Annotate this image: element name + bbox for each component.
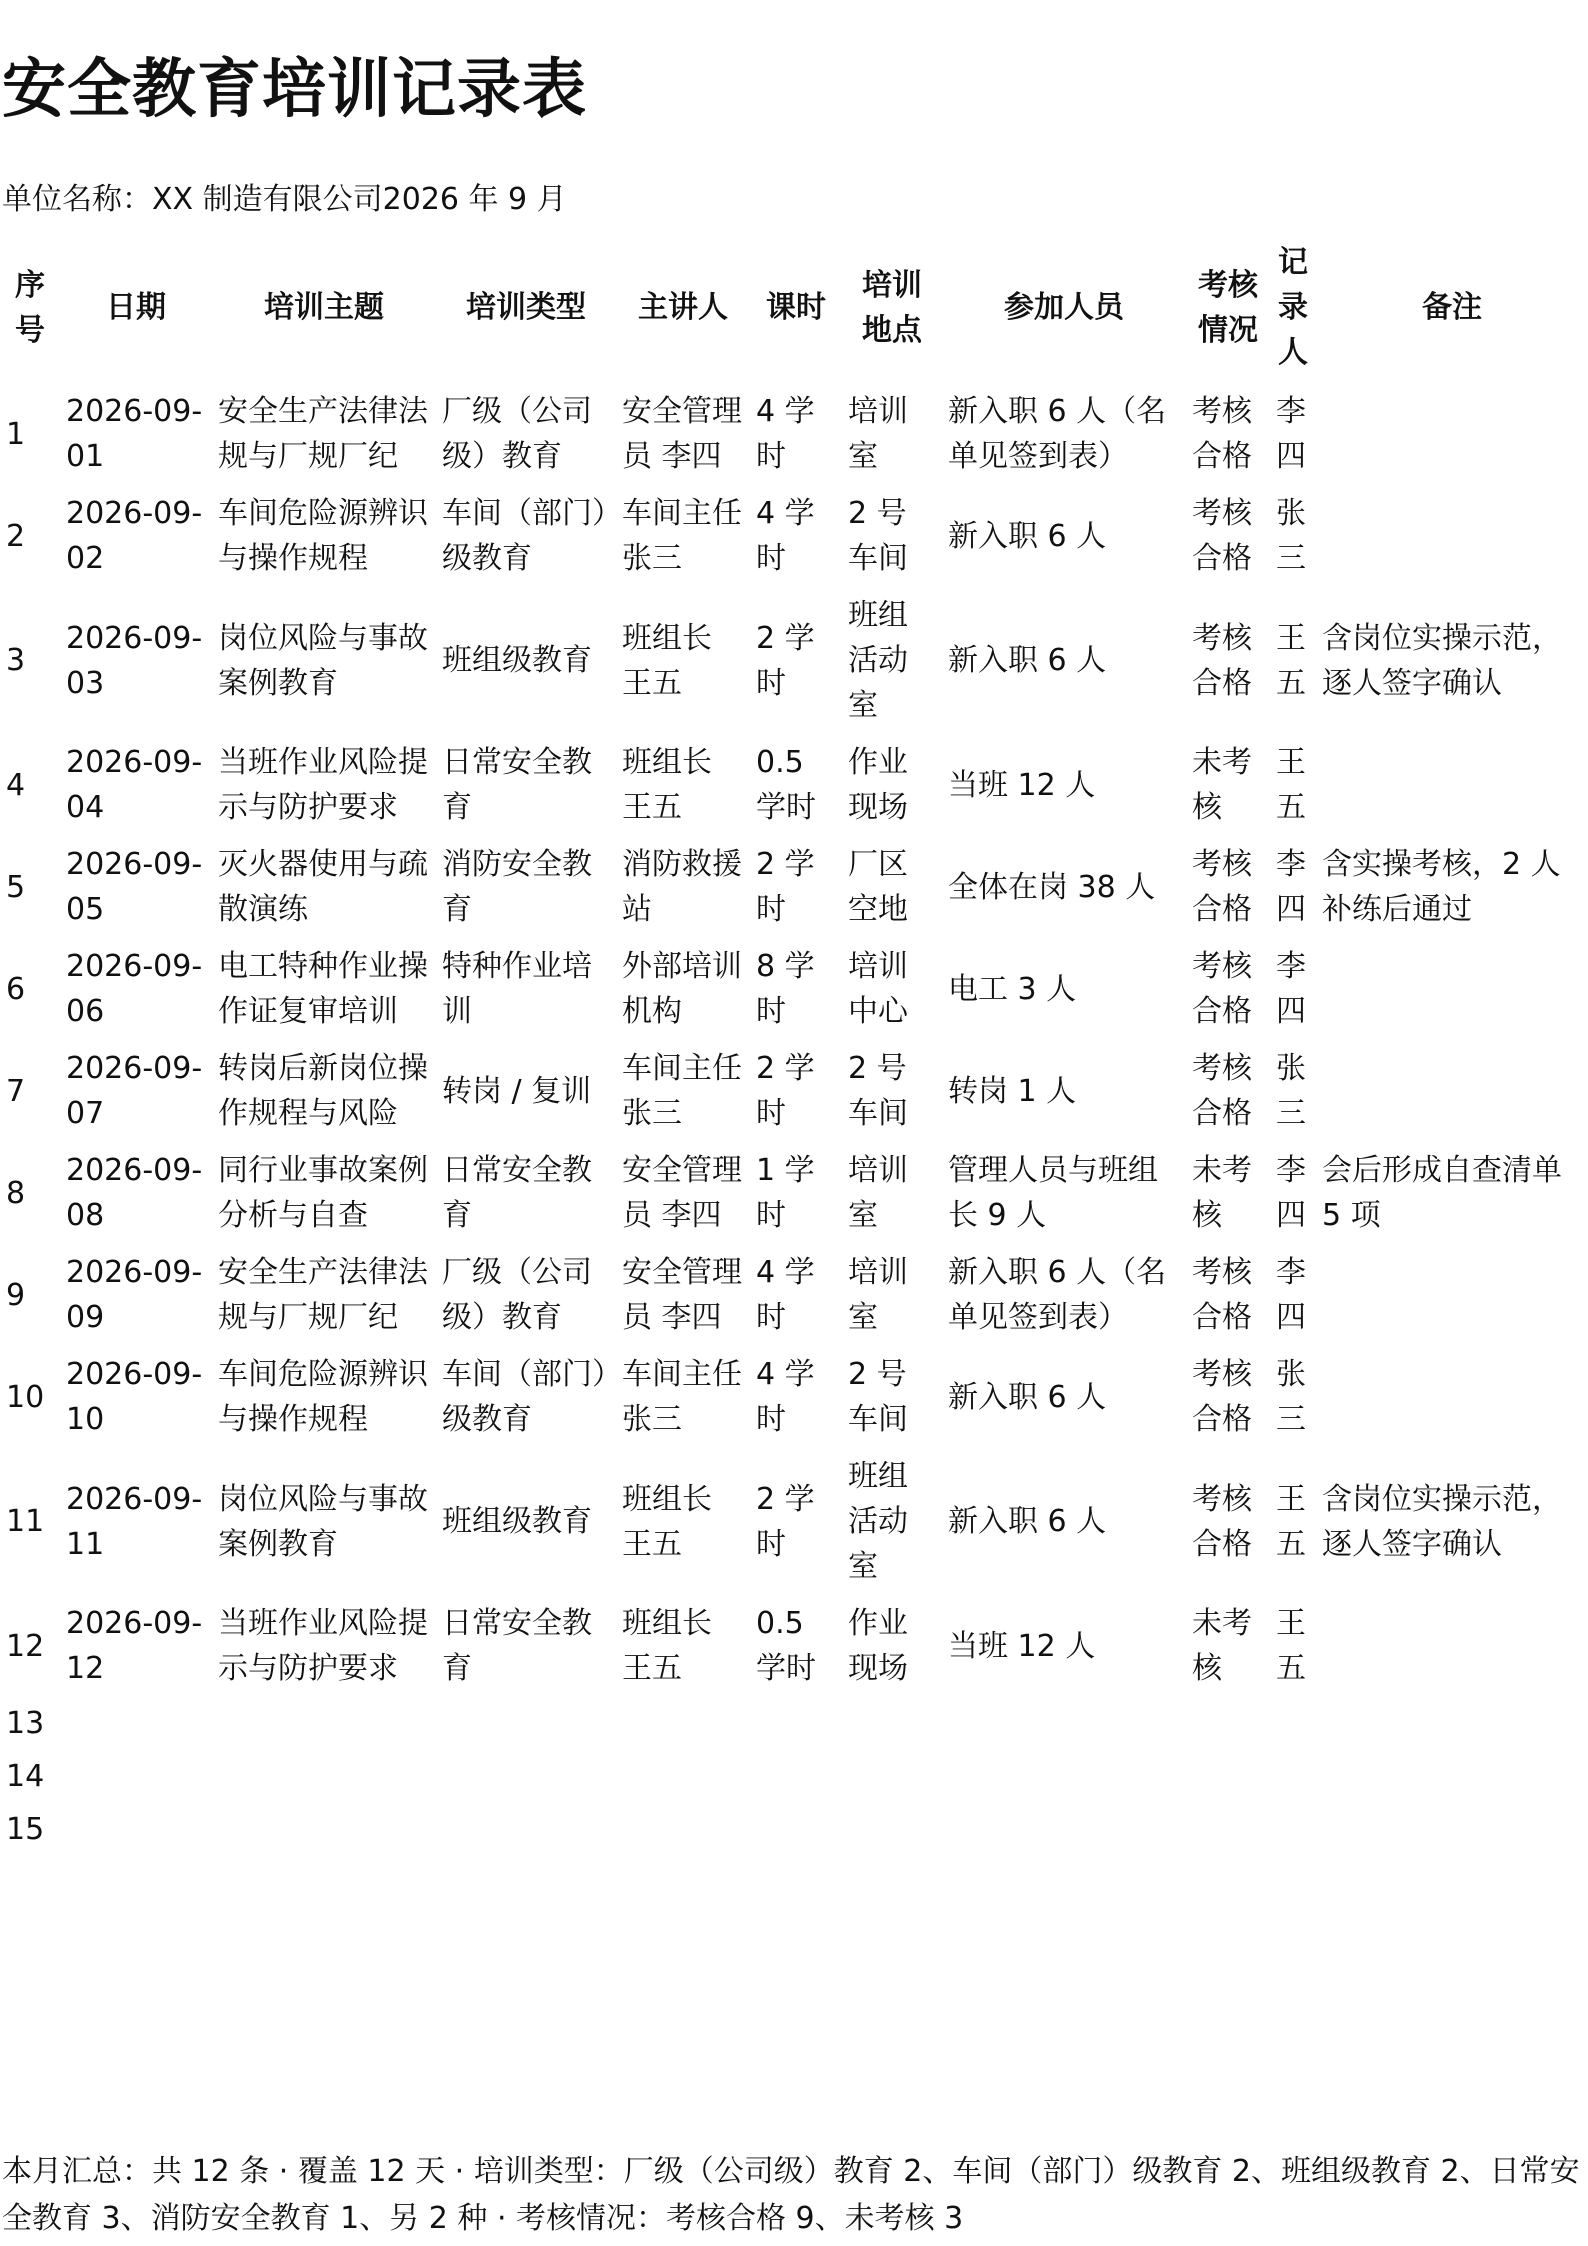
cell-assessment: [1186, 1697, 1270, 1750]
cell-lecturer: [616, 1803, 750, 1856]
cell-location: 培训室: [848, 394, 908, 474]
cell-index: 10: [6, 1379, 45, 1415]
cell-participants: 全体在岗 38 人: [948, 869, 1156, 905]
cell-index: 6: [6, 971, 26, 1007]
cell-assessment: 考核合格: [1192, 1481, 1252, 1562]
cell-type: [436, 1750, 616, 1803]
cell-participants: 电工 3 人: [948, 971, 1077, 1007]
cell-index: 4: [6, 767, 26, 803]
cell-type: 日常安全教育: [442, 745, 592, 825]
cell-topic: 岗位风险与事故案例教育: [218, 1481, 428, 1562]
cell-type: [436, 1697, 616, 1750]
cell-type: 班组级教育: [442, 1504, 592, 1539]
cell-index: 1: [6, 416, 26, 452]
table-row: [0, 485, 1588, 587]
cell-index: 14: [6, 1759, 45, 1794]
cell-topic: 当班作业风险提示与防护要求: [218, 1606, 428, 1686]
cell-participants: 新入职 6 人: [948, 518, 1107, 554]
cell-location: [842, 1697, 942, 1750]
cell-lecturer: 车间主任 张三: [622, 1051, 742, 1131]
cell-topic: 安全生产法律法规与厂规厂纪: [218, 394, 428, 474]
cell-participants: 新入职 6 人: [948, 643, 1107, 678]
table-row: [0, 734, 1588, 836]
cell-type: 班组级教育: [442, 643, 592, 678]
records-table: [0, 232, 1588, 1856]
table-row: [0, 1697, 1588, 1750]
cell-date: 2026-09-08: [66, 1153, 203, 1233]
cell-hours: 2 学时: [756, 1051, 815, 1131]
cell-location: 班组活动室: [848, 598, 908, 723]
cell-location: 班组活动室: [848, 1459, 908, 1584]
cell-recorder: 王五: [1276, 620, 1306, 701]
cell-lecturer: 安全管理员 李四: [622, 1255, 742, 1335]
cell-participants: 新入职 6 人（名单见签到表）: [948, 394, 1167, 474]
cell-type: 特种作业培训: [442, 949, 592, 1029]
cell-date: 2026-09-10: [66, 1357, 203, 1437]
cell-recorder: 李四: [1276, 949, 1306, 1029]
table-body: [0, 383, 1588, 1856]
cell-index: 8: [6, 1175, 26, 1211]
cell-location: 2 号车间: [848, 496, 908, 576]
cell-recorder: [1270, 1750, 1316, 1803]
cell-type: 转岗 / 复训: [442, 1073, 592, 1109]
cell-remarks: 含岗位实操示范，逐人签字确认: [1322, 1481, 1562, 1562]
table-row: [0, 587, 1588, 734]
cell-assessment: 考核合格: [1192, 949, 1252, 1029]
cell-hours: 0.5 学时: [756, 1606, 816, 1686]
col-header-recorder: 记录人: [1278, 245, 1308, 370]
cell-participants: 新入职 6 人: [948, 1504, 1107, 1539]
col-header-participants: 参加人员: [1004, 290, 1124, 325]
cell-topic: 岗位风险与事故案例教育: [218, 620, 428, 701]
cell-index: 15: [6, 1812, 45, 1847]
cell-location: [842, 1803, 942, 1856]
cell-assessment: [1186, 1750, 1270, 1803]
cell-lecturer: 车间主任 张三: [622, 1357, 742, 1437]
table-row: [0, 1595, 1588, 1697]
cell-index: 3: [6, 643, 26, 678]
col-header-lecturer: 主讲人: [638, 290, 728, 325]
col-header-remarks: 备注: [1422, 290, 1482, 325]
cell-location: 培训室: [848, 1153, 908, 1233]
cell-topic: 当班作业风险提示与防护要求: [218, 745, 428, 825]
cell-hours: 4 学时: [756, 394, 815, 474]
cell-location: [842, 1750, 942, 1803]
cell-date: [60, 1697, 212, 1750]
cell-index: 9: [6, 1277, 26, 1313]
cell-recorder: 王五: [1276, 1606, 1306, 1686]
cell-date: 2026-09-07: [66, 1051, 203, 1131]
cell-index: 5: [6, 869, 26, 905]
cell-participants: 当班 12 人: [948, 1628, 1096, 1664]
cell-date: 2026-09-12: [66, 1606, 203, 1686]
cell-type: 厂级（公司级）教育: [442, 394, 592, 474]
cell-hours: 4 学时: [756, 496, 815, 576]
unit-line: 单位名称：XX 制造有限公司2026 年 9 月: [2, 182, 567, 217]
cell-date: [60, 1750, 212, 1803]
cell-hours: 2 学时: [756, 620, 815, 701]
cell-location: 作业现场: [848, 745, 908, 825]
cell-remarks: [1316, 938, 1588, 1040]
cell-topic: [212, 1750, 436, 1803]
cell-date: 2026-09-06: [66, 949, 203, 1029]
cell-participants: [942, 1697, 1186, 1750]
cell-participants: 管理人员与班组长 9 人: [948, 1153, 1158, 1233]
cell-index: 7: [6, 1073, 26, 1109]
cell-recorder: 张三: [1276, 1357, 1306, 1437]
cell-remarks: 含实操考核，2 人补练后通过: [1322, 847, 1561, 927]
cell-hours: [750, 1750, 842, 1803]
cell-lecturer: 安全管理员 李四: [622, 394, 742, 474]
cell-hours: [750, 1803, 842, 1856]
cell-remarks: 会后形成自查清单 5 项: [1322, 1153, 1562, 1233]
cell-lecturer: 班组长 王五: [622, 1481, 712, 1562]
cell-type: [436, 1803, 616, 1856]
table-row: [0, 1346, 1588, 1448]
cell-date: 2026-09-04: [66, 745, 203, 825]
cell-index: 11: [6, 1504, 45, 1539]
cell-remarks: [1316, 1040, 1588, 1142]
cell-date: 2026-09-05: [66, 847, 203, 927]
cell-topic: [212, 1697, 436, 1750]
cell-topic: 灭火器使用与疏散演练: [218, 847, 428, 927]
col-header-location: 培训地点: [862, 267, 922, 348]
cell-type: 车间（部门）级教育: [442, 496, 607, 576]
monthly-summary: 本月汇总：共 12 条 · 覆盖 12 天 · 培训类型：厂级（公司级）教育 2、车间（部门）级教育 2、班组级教育 2、日常安全教育 3、消防安全教育 1、另 2 种 · 考核情况：考核合格 9、未考核 3: [2, 2154, 1580, 2236]
cell-recorder: 李四: [1276, 847, 1306, 927]
cell-recorder: 李四: [1276, 1255, 1306, 1335]
table-row: [0, 938, 1588, 1040]
cell-assessment: [1186, 1803, 1270, 1856]
cell-location: 作业现场: [848, 1606, 908, 1686]
col-header-index: 序号: [15, 267, 45, 348]
cell-assessment: 考核合格: [1192, 847, 1252, 927]
cell-assessment: 未考核: [1192, 1606, 1252, 1686]
page-title: 安全教育培训记录表: [2, 53, 587, 127]
cell-date: 2026-09-09: [66, 1255, 203, 1335]
cell-hours: 2 学时: [756, 847, 815, 927]
cell-remarks: [1316, 1803, 1588, 1856]
cell-location: 2 号车间: [848, 1357, 908, 1437]
cell-hours: 1 学时: [756, 1153, 815, 1233]
cell-topic: [212, 1803, 436, 1856]
cell-location: 培训中心: [848, 949, 908, 1029]
cell-date: 2026-09-01: [66, 394, 203, 474]
cell-hours: 8 学时: [756, 949, 815, 1029]
table-row: [0, 1803, 1588, 1856]
cell-recorder: [1270, 1803, 1316, 1856]
table-row: [0, 1750, 1588, 1803]
cell-topic: 安全生产法律法规与厂规厂纪: [218, 1255, 428, 1335]
cell-index: 2: [6, 518, 26, 554]
cell-location: 厂区空地: [848, 847, 908, 927]
cell-lecturer: 消防救援站: [622, 847, 742, 927]
cell-remarks: [1316, 1697, 1588, 1750]
cell-lecturer: [616, 1697, 750, 1750]
cell-participants: 转岗 1 人: [948, 1073, 1077, 1109]
table-row: [0, 836, 1588, 938]
cell-topic: 车间危险源辨识与操作规程: [218, 496, 428, 576]
cell-remarks: [1316, 1346, 1588, 1448]
cell-type: 日常安全教育: [442, 1606, 592, 1686]
cell-date: 2026-09-11: [66, 1481, 203, 1562]
cell-hours: 4 学时: [756, 1357, 815, 1437]
cell-recorder: 张三: [1276, 496, 1306, 576]
table-row: [0, 1040, 1588, 1142]
col-header-type: 培训类型: [466, 290, 586, 325]
cell-topic: 转岗后新岗位操作规程与风险: [218, 1051, 428, 1131]
cell-recorder: [1270, 1697, 1316, 1750]
cell-remarks: [1316, 1595, 1588, 1697]
cell-recorder: 王五: [1276, 745, 1306, 825]
cell-index: 12: [6, 1628, 45, 1664]
cell-location: 2 号车间: [848, 1051, 908, 1131]
cell-hours: 0.5 学时: [756, 745, 816, 825]
cell-participants: [942, 1750, 1186, 1803]
cell-type: 厂级（公司级）教育: [442, 1255, 592, 1335]
cell-lecturer: 班组长 王五: [622, 620, 712, 701]
cell-assessment: 考核合格: [1192, 1357, 1252, 1437]
cell-lecturer: 车间主任 张三: [622, 496, 742, 576]
cell-remarks: [1316, 734, 1588, 836]
col-header-date: 日期: [106, 290, 166, 325]
cell-assessment: 未考核: [1192, 1153, 1252, 1233]
cell-topic: 同行业事故案例分析与自查: [218, 1153, 428, 1233]
cell-remarks: [1316, 1750, 1588, 1803]
table-row: [0, 1244, 1588, 1346]
cell-hours: [750, 1697, 842, 1750]
cell-date: 2026-09-02: [66, 496, 203, 576]
cell-participants: 当班 12 人: [948, 767, 1096, 803]
table-row: [0, 1142, 1588, 1244]
cell-topic: 电工特种作业操作证复审培训: [218, 949, 428, 1029]
cell-assessment: 考核合格: [1192, 1051, 1252, 1131]
cell-type: 消防安全教育: [442, 847, 592, 927]
cell-recorder: 李四: [1276, 394, 1306, 474]
table-row: [0, 383, 1588, 485]
cell-remarks: 含岗位实操示范，逐人签字确认: [1322, 620, 1562, 701]
cell-assessment: 考核合格: [1192, 620, 1252, 701]
cell-hours: 2 学时: [756, 1481, 815, 1562]
cell-recorder: 李四: [1276, 1153, 1306, 1233]
cell-index: 13: [6, 1706, 45, 1741]
cell-lecturer: 外部培训机构: [622, 949, 742, 1029]
cell-participants: 新入职 6 人: [948, 1379, 1107, 1415]
cell-type: 车间（部门）级教育: [442, 1357, 607, 1437]
cell-hours: 4 学时: [756, 1255, 815, 1335]
cell-participants: [942, 1803, 1186, 1856]
col-header-hours: 课时: [766, 290, 826, 325]
cell-lecturer: 班组长 王五: [622, 745, 712, 825]
cell-lecturer: 班组长 王五: [622, 1606, 712, 1686]
cell-type: 日常安全教育: [442, 1153, 592, 1233]
cell-recorder: 王五: [1276, 1481, 1306, 1562]
cell-assessment: 考核合格: [1192, 496, 1252, 576]
col-header-topic: 培训主题: [264, 290, 384, 325]
cell-assessment: 考核合格: [1192, 1255, 1252, 1335]
cell-assessment: 未考核: [1192, 745, 1252, 825]
cell-remarks: [1316, 485, 1588, 587]
cell-remarks: [1316, 383, 1588, 485]
cell-remarks: [1316, 1244, 1588, 1346]
cell-date: [60, 1803, 212, 1856]
cell-topic: 车间危险源辨识与操作规程: [218, 1357, 428, 1437]
cell-recorder: 张三: [1276, 1051, 1306, 1131]
cell-assessment: 考核合格: [1192, 394, 1252, 474]
table-header-row: [0, 232, 1588, 383]
cell-lecturer: [616, 1750, 750, 1803]
table-row: [0, 1448, 1588, 1595]
col-header-assessment: 考核情况: [1198, 267, 1258, 348]
cell-lecturer: 安全管理员 李四: [622, 1153, 742, 1233]
cell-date: 2026-09-03: [66, 620, 203, 701]
cell-participants: 新入职 6 人（名单见签到表）: [948, 1255, 1167, 1335]
cell-location: 培训室: [848, 1255, 908, 1335]
